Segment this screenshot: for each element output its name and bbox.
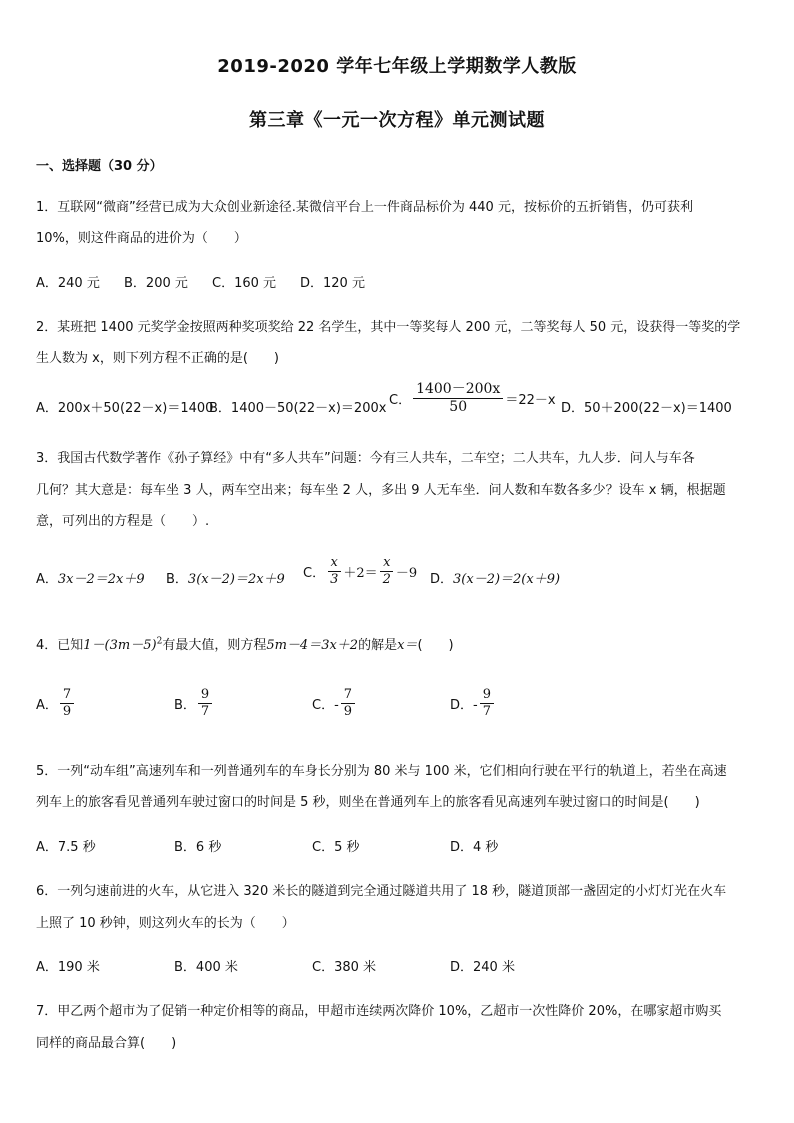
- q2-option-b: B．1400－50(22－x)＝200x: [209, 401, 387, 416]
- q2-text-line2: 生人数为 x，则下列方程不正确的是( ): [36, 351, 279, 366]
- q6-option-b: B．400 米: [174, 960, 238, 975]
- q3-text-line1: 3．我国古代数学著作《孙子算经》中有“多人共车”问题：今有三人共车，二车空；二人共车，九人步．问人与车各: [36, 451, 695, 466]
- q3-option-a-label: A．: [36, 572, 58, 587]
- q4-equation: 5m－4＝3x＋2: [266, 638, 359, 653]
- q3-option-c-label: C．: [303, 566, 326, 582]
- q3-option-c: [303, 556, 417, 588]
- q5-option-a: A．7.5 秒: [36, 840, 96, 855]
- q3-option-d: [430, 568, 560, 587]
- q3-text-line3: 意，可列出的方程是（ ）.: [36, 514, 210, 529]
- q4-option-c: [312, 688, 357, 720]
- q4-option-b-label: B．: [174, 698, 196, 714]
- q3-option-c-f2-den: 2: [382, 572, 391, 588]
- q4-option-a-num: 7: [60, 688, 74, 704]
- q2-option-c-denominator: 50: [449, 399, 468, 416]
- q6-option-d: D．240 米: [450, 960, 515, 975]
- q3-option-c-mid: ＋2＝: [343, 566, 378, 582]
- q2-option-a: A．200x＋50(22－x)＝1400: [36, 401, 214, 416]
- q5-option-b: B．6 秒: [174, 840, 222, 855]
- q4-option-d: [450, 688, 496, 720]
- q3-option-a-expr: 3x－2＝2x＋9: [57, 572, 145, 587]
- q4-option-d-num: 9: [480, 688, 494, 704]
- q5-text-line1: 5．一列“动车组”高速列车和一列普通列车的车身长分别为 80 米与 100 米，它们相向行驶在平行的轨道上，若坐在高速: [36, 764, 727, 779]
- q2-option-c-numerator: 1400－200x: [413, 382, 503, 399]
- q2-text-line1: 2．某班把 1400 元奖学金按照两种奖项奖给 22 名学生，其中一等奖每人 200 元，二等奖每人 50 元，设获得一等奖的学: [36, 320, 741, 335]
- q1-option-b: B．200 元: [124, 276, 188, 291]
- q4-mid: 有最大值，则方程: [162, 638, 267, 653]
- q3-option-c-f2-num: x: [380, 556, 393, 572]
- q3-option-c-end: －9: [395, 566, 418, 582]
- q5-text-line2: 列车上的旅客看见普通列车驶过窗口的时间是 5 秒，则坐在普通列车上的旅客看见高速列车驶过窗口的时间是( ): [36, 795, 700, 810]
- q4-text: [36, 634, 454, 653]
- q4-end: ( ): [417, 638, 454, 653]
- q4-option-d-den: 7: [482, 704, 491, 720]
- q4-option-d-label: D．-: [450, 698, 478, 714]
- q3-option-b-expr: 3(x－2)＝2x＋9: [187, 572, 285, 587]
- q3-option-a: [36, 568, 145, 587]
- q5-option-d: D．4 秒: [450, 840, 499, 855]
- q7-text-line1: 7．甲乙两个超市为了促销一种定价相等的商品，甲超市连续两次降价 10%，乙超市一次性降价 20%，在哪家超市购买: [36, 1004, 722, 1019]
- q4-option-d-fraction: [480, 688, 494, 720]
- q4-pre: 4．已知: [36, 638, 84, 653]
- q4-expr: 1－(3m－5): [83, 638, 157, 653]
- q4-option-a-fraction: [60, 688, 74, 720]
- q7-text-line2: 同样的商品最合算( ): [36, 1036, 177, 1051]
- q4-option-c-label: C．-: [312, 698, 339, 714]
- q3-option-c-fraction2: [380, 556, 394, 588]
- document-title-line1: 2019-2020 学年七年级上学期数学人教版: [217, 56, 577, 77]
- q3-option-d-expr: 3(x－2)＝2(x＋9): [453, 572, 561, 587]
- q4-option-c-num: 7: [341, 688, 355, 704]
- q3-option-c-fraction1: [327, 556, 341, 588]
- q2-option-c: [389, 382, 556, 416]
- q3-option-b-label: B．: [166, 572, 188, 587]
- q3-option-b: [166, 568, 285, 587]
- q1-text-line1: 1．互联网“微商”经营已成为大众创业新途径.某微信平台上一件商品标价为 440 元，按标价的五折销售，仍可获利: [36, 200, 693, 215]
- q4-option-c-den: 9: [343, 704, 353, 720]
- q4-option-a-label: A．: [36, 698, 58, 714]
- q1-option-c: C．160 元: [212, 276, 277, 291]
- q6-text-line1: 6．一列匀速前进的火车，从它进入 320 米长的隧道到完全通过隧道共用了 18 秒，隧道顶部一盏固定的小灯灯光在火车: [36, 884, 727, 899]
- q4-exponent: 2: [156, 636, 163, 647]
- q4-option-b-fraction: [198, 688, 212, 720]
- q1-option-d: D．120 元: [300, 276, 365, 291]
- q1-text-line2: 10%，则这件商品的进价为（ ）: [36, 231, 247, 246]
- q4-option-c-fraction: [341, 688, 355, 720]
- q3-text-line2: 几何？其大意是：每车坐 3 人，两车空出来；每车坐 2 人，多出 9 人无车坐．问人数和车数各多少？设车 x 辆，根据题: [36, 483, 726, 498]
- q4-option-b-den: 7: [200, 704, 210, 720]
- q5-option-c: C．5 秒: [312, 840, 360, 855]
- q3-option-d-label: D．: [430, 572, 454, 587]
- q4-option-b: [174, 688, 214, 720]
- q2-option-d: D．50＋200(22－x)＝1400: [561, 401, 732, 416]
- q4-option-a: [36, 688, 76, 720]
- q2-option-c-fraction: [413, 382, 503, 416]
- q1-option-a: A．240 元: [36, 276, 100, 291]
- q6-option-c: C．380 米: [312, 960, 377, 975]
- q2-option-c-rest: ＝22－x: [505, 393, 556, 409]
- section-heading: 一、选择题（30 分）: [36, 159, 163, 174]
- q6-text-line2: 上照了 10 秒钟，则这列火车的长为（ ）: [36, 916, 295, 931]
- document-title-line2: 第三章《一元一次方程》单元测试题: [249, 110, 545, 131]
- q3-option-c-f1-den: 3: [330, 572, 339, 588]
- q3-option-c-f1-num: x: [328, 556, 341, 572]
- q2-option-c-label: C．: [389, 393, 412, 409]
- q6-option-a: A．190 米: [36, 960, 100, 975]
- q4-option-b-num: 9: [198, 688, 212, 704]
- q4-xeq: x＝: [397, 638, 418, 653]
- q4-post: 的解是: [358, 638, 398, 653]
- q4-option-a-den: 9: [62, 704, 72, 720]
